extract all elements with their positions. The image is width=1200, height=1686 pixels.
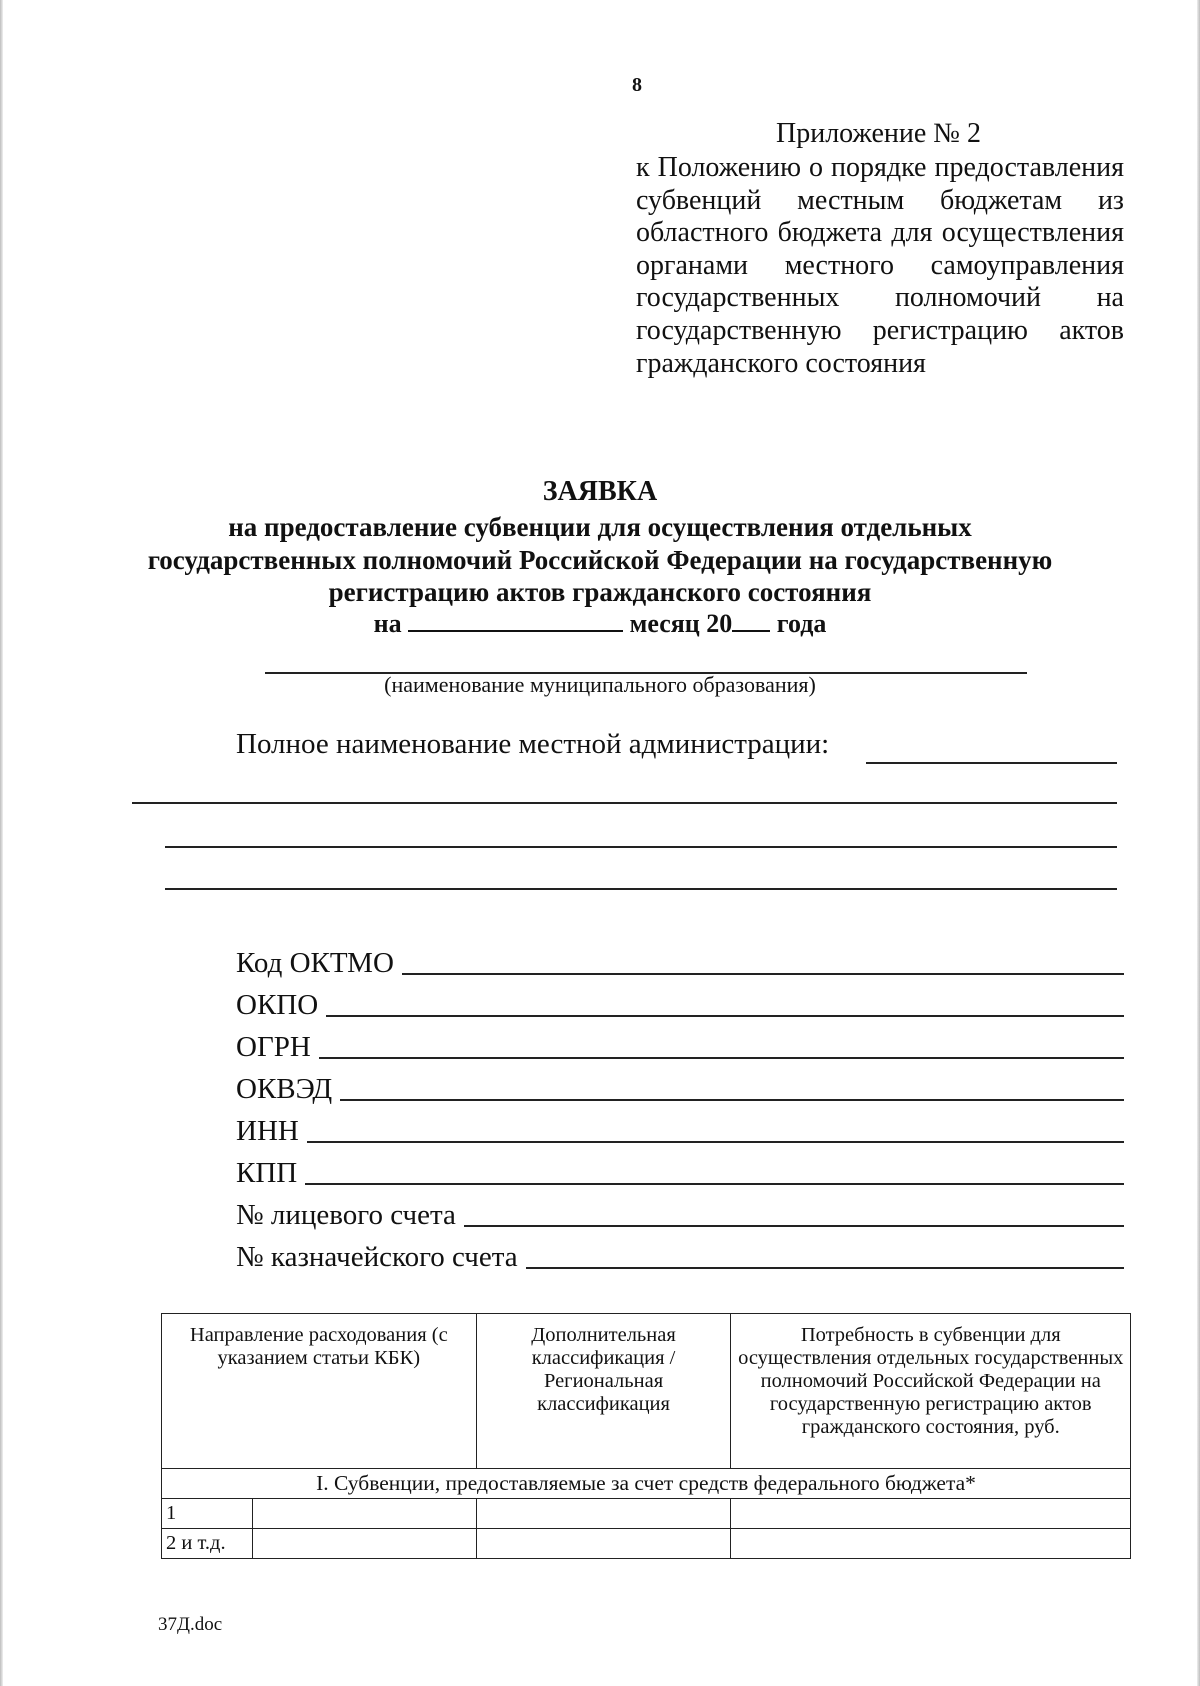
document-subtitle bbox=[0, 511, 1200, 609]
year-blank[interactable] bbox=[732, 606, 770, 632]
section-title: I. Субвенции, предоставляемые за счет средств федерального бюджета* bbox=[162, 1469, 1131, 1499]
requisite-row bbox=[236, 1022, 1124, 1064]
header-expense-direction: Направление расходования (с указанием статьи КБК) bbox=[162, 1314, 477, 1469]
field-label: Код ОКТМО bbox=[236, 947, 394, 979]
field-line[interactable] bbox=[340, 1099, 1124, 1101]
subtitle-line: государственных полномочий Российской Федерации на государственную bbox=[147, 544, 1053, 575]
period-prefix: на bbox=[373, 609, 402, 638]
period-month: месяц 20 bbox=[629, 609, 733, 638]
table-section-row bbox=[162, 1469, 1131, 1499]
period-line bbox=[0, 606, 1200, 639]
subtitle-line: на предоставление субвенции для осуществления отдельных bbox=[228, 512, 972, 542]
file-name: 37Д.doc bbox=[158, 1614, 223, 1635]
admin-name-label: Полное наименование местной администрации: bbox=[236, 728, 830, 760]
table-row bbox=[162, 1499, 1131, 1529]
field-label: ИНН bbox=[236, 1115, 299, 1147]
field-line[interactable] bbox=[319, 1057, 1124, 1059]
table-row bbox=[162, 1529, 1131, 1559]
row-number: 2 и т.д. bbox=[162, 1529, 253, 1559]
table-cell[interactable] bbox=[252, 1529, 476, 1559]
field-line[interactable] bbox=[307, 1141, 1124, 1143]
requisite-row bbox=[236, 1232, 1124, 1274]
row-number: 1 bbox=[162, 1499, 253, 1529]
field-line[interactable] bbox=[305, 1183, 1124, 1185]
requisite-row bbox=[236, 1190, 1124, 1232]
table-cell[interactable] bbox=[476, 1499, 731, 1529]
field-line[interactable] bbox=[326, 1015, 1124, 1017]
subtitle-line: регистрацию актов гражданского состояния bbox=[328, 577, 872, 607]
appendix-title: Приложение № 2 bbox=[776, 118, 981, 149]
requisite-row bbox=[236, 938, 1124, 980]
table-cell[interactable] bbox=[252, 1499, 476, 1529]
field-label: ОКПО bbox=[236, 989, 319, 1021]
requisite-row bbox=[236, 1064, 1124, 1106]
requisite-row bbox=[236, 1148, 1124, 1190]
subvention-table bbox=[161, 1313, 1131, 1559]
field-label: ОКВЭД bbox=[236, 1073, 333, 1105]
header-classification: Дополнительная классификация / Региональная классификация bbox=[476, 1314, 731, 1469]
page-number: 8 bbox=[632, 74, 642, 96]
field-line[interactable] bbox=[464, 1225, 1124, 1227]
admin-name-line[interactable] bbox=[132, 802, 1117, 804]
admin-name-line[interactable] bbox=[165, 888, 1117, 890]
field-label: ОГРН bbox=[236, 1031, 311, 1063]
table-header-row bbox=[162, 1314, 1131, 1469]
admin-name-line[interactable] bbox=[165, 846, 1117, 848]
field-label: КПП bbox=[236, 1157, 298, 1189]
requisite-row bbox=[236, 980, 1124, 1022]
table-cell[interactable] bbox=[731, 1529, 1131, 1559]
table-cell[interactable] bbox=[731, 1499, 1131, 1529]
document-title: ЗАЯВКА bbox=[542, 476, 658, 507]
appendix-text: к Положению о порядке предоставления субвенций местным бюджетам из областного бюджета для осуществления органами местного самоуправления государственных полномочий на государственную регистрацию актов гражданского состояния bbox=[636, 152, 1124, 379]
admin-name-line[interactable] bbox=[866, 762, 1117, 764]
scan-left-edge bbox=[0, 0, 3, 1686]
field-line[interactable] bbox=[526, 1267, 1124, 1269]
header-subvention-need: Потребность в субвенции для осуществления отдельных государственных полномочий Российской Федерации на государственную регистрацию актов гражданского состояния, руб. bbox=[731, 1314, 1131, 1469]
requisite-row bbox=[236, 1106, 1124, 1148]
period-suffix: года bbox=[776, 609, 827, 638]
field-label: № казначейского счета bbox=[236, 1241, 518, 1273]
field-line[interactable] bbox=[402, 973, 1124, 975]
month-blank[interactable] bbox=[408, 606, 623, 632]
requisites-list bbox=[236, 938, 1124, 1274]
table-cell[interactable] bbox=[476, 1529, 731, 1559]
municipality-caption: (наименование муниципального образования) bbox=[384, 672, 816, 697]
field-label: № лицевого счета bbox=[236, 1199, 456, 1231]
